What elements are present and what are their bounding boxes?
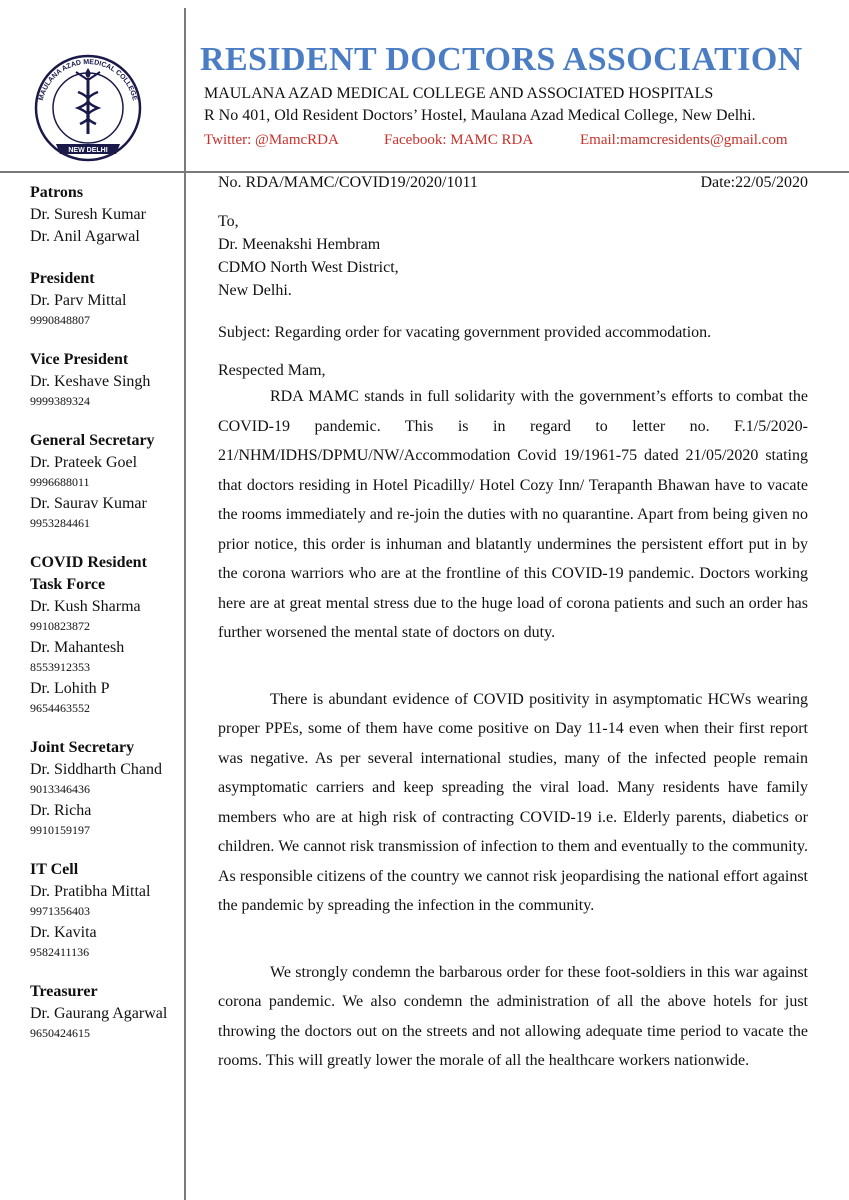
org-subtitle: MAULANA AZAD MEDICAL COLLEGE AND ASSOCIATED HOSPITALS — [204, 85, 714, 102]
member-phone: 9953284461 — [30, 516, 90, 530]
office-role: General Secretary — [30, 432, 155, 449]
office-group — [30, 349, 180, 410]
member-name: Dr. Richa — [30, 802, 92, 819]
office-group — [30, 859, 180, 961]
reference-line — [218, 172, 808, 194]
office-group — [30, 268, 180, 329]
office-role: Treasurer — [30, 983, 98, 1000]
paragraph-1: RDA MAMC stands in full solidarity with the government’s efforts to combat the COVID-19 pandemic. This is in regard to letter no. F.1/5/2020-21/NHM/IDHS/DPMU/NW/Accommodation Covid 19/1961-75 dated 21/05/2020 stating that doctors residing in Hotel Picadilly/ Hotel Cozy Inn/ Terapanth Bhawan have to vacate the rooms immediately and re-join the duties with no quarantine. Apart from being given no prior notice, this order is inhuman and blatantly undermines the persistent effort put in by the corona warriors who are at the frontline of this COVID-19 pandemic. Doctors working here are at great mental stress due to the huge load of corona patients and such an order has further worsened the mental state of doctors on duty. — [218, 388, 808, 641]
reference-number: No. RDA/MAMC/COVID19/2020/1011 — [218, 174, 478, 191]
member-name: Dr. Gaurang Agarwal — [30, 1005, 168, 1022]
to-label: To, — [218, 213, 239, 230]
member-phone: 9013346436 — [30, 782, 90, 796]
member-phone: 9910823872 — [30, 619, 90, 633]
member-phone: 9996688011 — [30, 475, 90, 489]
recipient-address — [218, 210, 808, 302]
office-role: IT Cell — [30, 861, 79, 878]
member-name: Dr. Anil Agarwal — [30, 228, 140, 245]
member-name: Dr. Siddharth Chand — [30, 761, 162, 778]
member-name: Dr. Parv Mittal — [30, 292, 127, 309]
member-name: Dr. Pratibha Mittal — [30, 883, 151, 900]
org-address: R No 401, Old Resident Doctors’ Hostel, Maulana Azad Medical College, New Delhi. — [204, 107, 756, 124]
office-role: President — [30, 270, 95, 287]
paragraph-2: There is abundant evidence of COVID positivity in asymptomatic HCWs wearing proper PPEs, some of them have come positive on Day 11-14 even when their first report was negative. As per several international studies, many of the infected people remain asymptomatic carriers and keep spreading the viral load. Many residents have family members who are at high risk of contracting COVID-19 i.e. Elderly parents, diabetics or children. We cannot risk transmission of infection to them and eventually to the community. As responsible citizens of the country we cannot risk jeopardising the national effort against the pandemic by spreading the infection in the community. — [218, 690, 808, 914]
email-link[interactable]: Email:mamcresidents@gmail.com — [580, 132, 788, 148]
college-seal-icon — [28, 48, 148, 168]
member-phone: 8553912353 — [30, 660, 90, 674]
recipient-office: CDMO North West District, — [218, 259, 399, 276]
member-phone: 9999389324 — [30, 394, 90, 408]
member-name: Dr. Saurav Kumar — [30, 495, 147, 512]
salutation: Respected Mam, — [218, 362, 326, 379]
office-group — [30, 182, 180, 248]
office-group — [30, 430, 180, 532]
member-phone: 9582411136 — [30, 945, 90, 959]
vertical-divider — [184, 8, 186, 1200]
logo-arc-label: MAULANA AZAD MEDICAL COLLEGE — [37, 58, 138, 102]
member-name: Dr. Kavita — [30, 924, 97, 941]
paragraph-3: We strongly condemn the barbarous order for these foot-soldiers in this war against corona pandemic. We also condemn the administration of all the above hotels for just throwing the doctors out on the streets and not allowing adequate time period to vacate the rooms. This will greatly lower the morale of all the healthcare workers nationwide. — [218, 963, 808, 1069]
member-name: Dr. Mahantesh — [30, 639, 125, 656]
member-name: Dr. Kush Sharma — [30, 598, 141, 615]
facebook-link[interactable]: Facebook: MAMC RDA — [384, 132, 534, 148]
member-phone: 9650424615 — [30, 1026, 90, 1040]
org-name: RESIDENT DOCTORS ASSOCIATION — [200, 41, 803, 78]
member-name: Dr. Lohith P — [30, 680, 110, 697]
office-role: Joint Secretary — [30, 739, 135, 756]
member-name: Dr. Prateek Goel — [30, 454, 138, 471]
member-phone: 9971356403 — [30, 904, 90, 918]
member-name: Dr. Keshave Singh — [30, 373, 151, 390]
office-role: COVID Resident Task Force — [30, 554, 147, 593]
college-logo — [28, 48, 148, 168]
member-phone: 9910159197 — [30, 823, 90, 837]
office-group — [30, 981, 180, 1042]
office-role: Vice President — [30, 351, 129, 368]
office-bearers-sidebar — [30, 182, 180, 1062]
member-name: Dr. Suresh Kumar — [30, 206, 146, 223]
twitter-link[interactable]: Twitter: @MamcRDA — [204, 132, 339, 148]
letter-body — [218, 172, 808, 1076]
member-phone: 9654463552 — [30, 701, 90, 715]
office-role: Patrons — [30, 184, 84, 201]
recipient-city: New Delhi. — [218, 282, 292, 299]
letter-date: Date:22/05/2020 — [700, 174, 808, 191]
office-group — [30, 737, 180, 839]
member-phone: 9990848807 — [30, 313, 90, 327]
office-group — [30, 552, 180, 717]
subject-line: Subject: Regarding order for vacating government provided accommodation. — [218, 324, 712, 341]
logo-city-label: NEW DELHI — [68, 147, 108, 154]
recipient-name: Dr. Meenakshi Hembram — [218, 236, 381, 253]
